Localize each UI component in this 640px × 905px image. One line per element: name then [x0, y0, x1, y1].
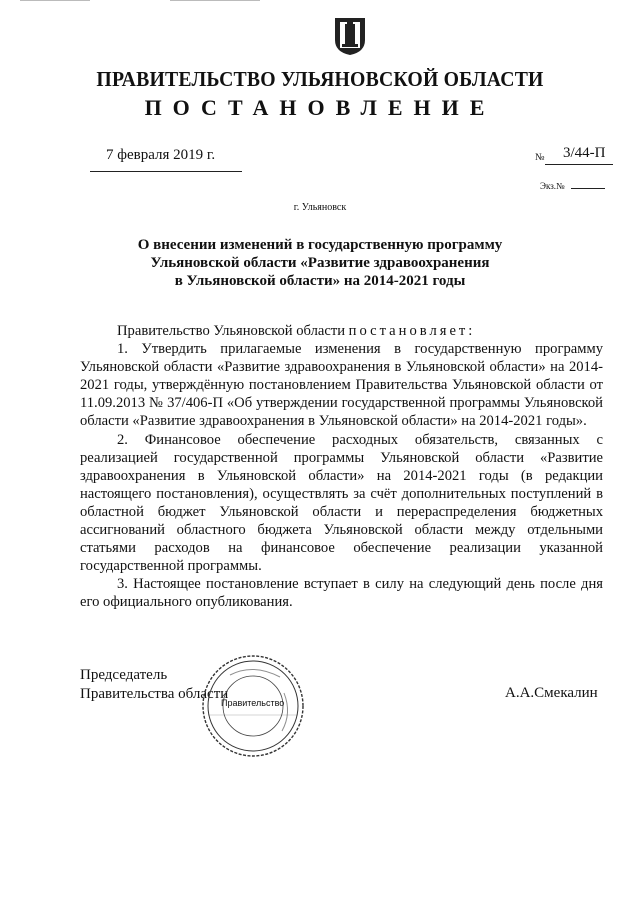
city: г. Ульяновск [293, 202, 347, 213]
intro-paragraph [80, 322, 603, 340]
signatory-name: А.А.Смекалин [505, 685, 598, 701]
signatory-title-line: Председатель [80, 667, 168, 683]
paragraph-1: 1. Утвердить прилагаемые изменения в государственную программу Ульяновской области «Развитие здравоохранения в Ульяновской области» на 2014-2021 годы, утверждённую постановлением Правительства Ульяновской области от 11.09.2013 № 37/406-П «Об утверждении государственной программы Ульяновской области «Развитие здравоохранения в Ульяновской области» на 2014-2021 годы». [80, 341, 603, 430]
document-date: 7 февраля 2019 г. [106, 147, 216, 163]
intro-prefix: Правительство Ульяновской области [117, 323, 346, 339]
paragraph-3: 3. Настоящее постановление вступает в силу на следующий день после дня его официального опубликования. [80, 576, 603, 611]
document-body [80, 322, 603, 612]
document-type: ПОСТАНОВЛЕНИЕ [144, 95, 496, 120]
date-underline [90, 171, 242, 172]
scan-mark [20, 0, 90, 1]
paragraph-2: 2. Финансовое обеспечение расходных обязательств, связанных с реализацией государственной программы Ульяновской области «Развитие здравоохранения в Ульяновской области» на 2014-2021 годы (в редакции настоящего постановления), осуществлять за счёт дополнительных поступлений в областной бюджет Ульяновской области и перераспределения бюджетных ассигнований областного бюджета Ульяновской области между отдельными статьями расходов на финансовое обеспечение реализации указанной государственной программы. [80, 431, 603, 575]
document-subject [110, 236, 530, 290]
seal-center-label: Правительство [221, 698, 285, 708]
number-sign: № [535, 152, 545, 163]
intro-verb: постановляет: [348, 323, 476, 339]
document-number: 3/44-П [563, 145, 606, 161]
scan-mark [170, 0, 260, 1]
coat-of-arms-emblem [333, 14, 367, 56]
copy-number-underline [571, 188, 605, 189]
subject-line: О внесении изменений в государственную программу [137, 237, 503, 253]
signatory-title-line: Правительства области [80, 686, 229, 702]
subject-line: в Ульяновской области» на 2014-2021 годы [174, 273, 466, 289]
subject-line: Ульяновской области «Развитие здравоохранения [150, 255, 490, 271]
government-title: ПРАВИТЕЛЬСТВО УЛЬЯНОВСКОЙ ОБЛАСТИ [96, 67, 544, 91]
copy-number-label: Экз.№ [540, 181, 565, 191]
number-underline [545, 164, 613, 165]
